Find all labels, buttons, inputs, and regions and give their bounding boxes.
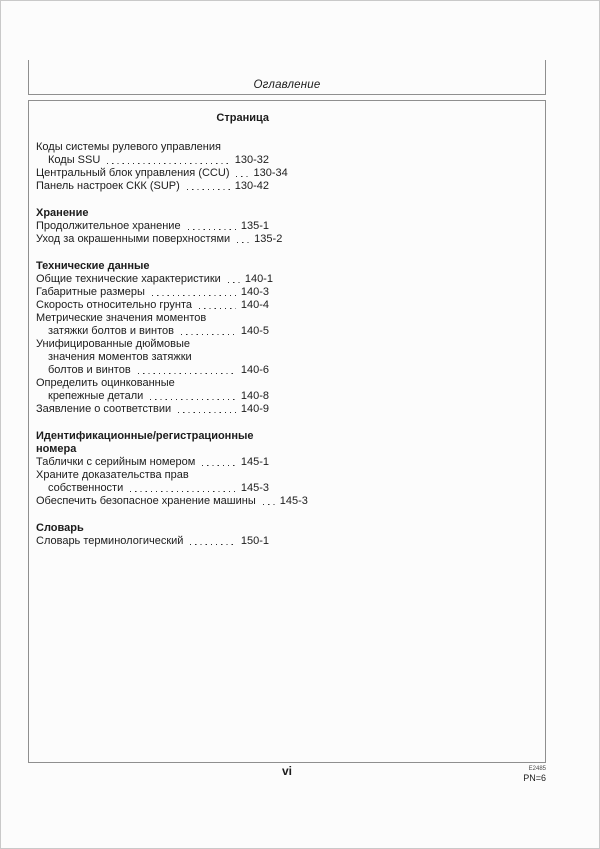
toc-entry-page: 145-3: [240, 482, 269, 494]
dot-leader: [188, 220, 236, 233]
toc-entry: [36, 456, 269, 469]
toc-entry-wrap-line: Определить оцинкованные: [36, 377, 175, 389]
toc-entry-title: болтов и винтов: [48, 364, 131, 376]
toc-entry-wrap-line: Храните доказательства прав: [36, 469, 189, 481]
doc-code: E2485: [528, 766, 546, 772]
toc-item: [36, 377, 269, 403]
toc-item: [36, 233, 283, 246]
toc-entry-title: Продолжительное хранение: [36, 220, 181, 232]
toc-entry: [36, 273, 273, 286]
toc-item: [36, 312, 269, 338]
dot-leader: [199, 299, 236, 312]
toc-entry: [36, 233, 283, 246]
toc-entry-page: 135-1: [240, 220, 269, 232]
toc-content-box: [28, 100, 546, 763]
toc-entry-page: 140-1: [244, 273, 273, 285]
toc-entry: [36, 535, 269, 548]
dot-leader: [181, 325, 236, 338]
toc-entry-wrap-line: Метрические значения моментов: [36, 312, 207, 324]
toc-entry: [36, 286, 269, 299]
toc-entry: [36, 390, 269, 403]
toc-section: [36, 430, 308, 508]
dot-leader: [138, 364, 236, 377]
dot-leader: [202, 456, 236, 469]
toc-item: [36, 299, 269, 312]
toc-entry-title: собственности: [48, 482, 124, 494]
footer-right: [523, 766, 546, 783]
toc-entry-title: Общие технические характеристики: [36, 273, 221, 285]
toc-entry-title: Обеспечить безопасное хранение машины: [36, 495, 256, 507]
toc-entry: [36, 220, 269, 233]
toc-item: [36, 469, 269, 495]
toc-item: [36, 167, 288, 180]
toc-entry: [36, 364, 269, 377]
toc-entry: [36, 180, 269, 193]
toc-entry-page: 140-8: [240, 390, 269, 402]
toc-section: [36, 522, 269, 548]
dot-leader: [228, 273, 240, 286]
toc-entry-wrap-line: значения моментов затяжки: [48, 351, 192, 363]
toc-entry: [36, 299, 269, 312]
page-number: vi: [281, 764, 292, 778]
dot-leader: [190, 535, 235, 548]
toc-entry-title: крепежные детали: [48, 390, 144, 402]
toc-section: [36, 260, 273, 416]
toc-item: [36, 338, 269, 377]
toc-entry-title: Уход за окрашенными поверхностями: [36, 233, 231, 245]
toc-entry: [36, 403, 269, 416]
toc-entry-page: 130-42: [234, 180, 269, 192]
dot-leader: [263, 495, 275, 508]
toc-item: [36, 180, 269, 193]
toc-item: [36, 286, 269, 299]
dot-leader: [150, 390, 236, 403]
toc-item: [36, 456, 269, 469]
toc-entry: [36, 154, 269, 167]
toc-item: [36, 273, 273, 286]
table-of-contents: [36, 141, 308, 548]
toc-section: [36, 207, 283, 246]
toc-entry-title: Словарь терминологический: [36, 535, 184, 547]
toc-entry-page: 140-5: [240, 325, 269, 337]
toc-entry: [36, 325, 269, 338]
dot-leader: [178, 403, 236, 416]
toc-entry-page: 145-3: [279, 495, 308, 507]
toc-section-title: Идентификационные/регистрационные номера: [36, 430, 254, 455]
dot-leader: [107, 154, 229, 167]
toc-item: [36, 495, 308, 508]
dot-leader: [130, 482, 236, 495]
toc-entry-wrap-line: Унифицированные дюймовые: [36, 338, 191, 350]
toc-entry-page: 140-6: [240, 364, 269, 376]
toc-entry-page: 140-4: [240, 299, 269, 311]
toc-entry-page: 130-32: [234, 154, 269, 166]
toc-entry-page: 140-3: [240, 286, 269, 298]
toc-section-title: Словарь: [36, 522, 84, 534]
dot-leader: [187, 180, 230, 193]
toc-item: [36, 403, 269, 416]
toc-item: [36, 141, 269, 167]
toc-entry-title: Скорость относительно грунта: [36, 299, 192, 311]
page-column-header: Страница: [216, 112, 269, 124]
toc-section: [36, 141, 288, 193]
toc-section-title: Технические данные: [36, 260, 150, 272]
toc-entry: [36, 482, 269, 495]
toc-item: [36, 220, 269, 233]
toc-entry-page: 135-2: [254, 233, 283, 245]
dot-leader: [236, 167, 248, 180]
toc-item: [36, 535, 269, 548]
toc-entry-title: затяжки болтов и винтов: [48, 325, 174, 337]
dot-leader: [152, 286, 236, 299]
toc-entry-wrap-line: Коды системы рулевого управления: [36, 141, 221, 153]
running-header-title: Оглавление: [253, 79, 321, 91]
toc-entry: [36, 167, 288, 180]
toc-entry-title: Панель настроек СКК (SUP): [36, 180, 180, 192]
toc-entry-title: Габаритные размеры: [36, 286, 145, 298]
toc-entry-page: 130-34: [253, 167, 288, 179]
dot-leader: [237, 233, 249, 246]
toc-entry-title: Коды SSU: [48, 154, 101, 166]
toc-entry: [36, 495, 308, 508]
toc-entry-title: Центральный блок управления (CCU): [36, 167, 230, 179]
toc-section-title: Хранение: [36, 207, 89, 219]
pn-label: PN=6: [523, 773, 546, 783]
toc-entry-title: Заявление о соответствии: [36, 403, 172, 415]
toc-entry-page: 145-1: [240, 456, 269, 468]
toc-entry-page: 140-9: [240, 403, 269, 415]
toc-entry-page: 150-1: [240, 535, 269, 547]
toc-entry-title: Таблички с серийным номером: [36, 456, 196, 468]
running-header: [28, 60, 546, 95]
